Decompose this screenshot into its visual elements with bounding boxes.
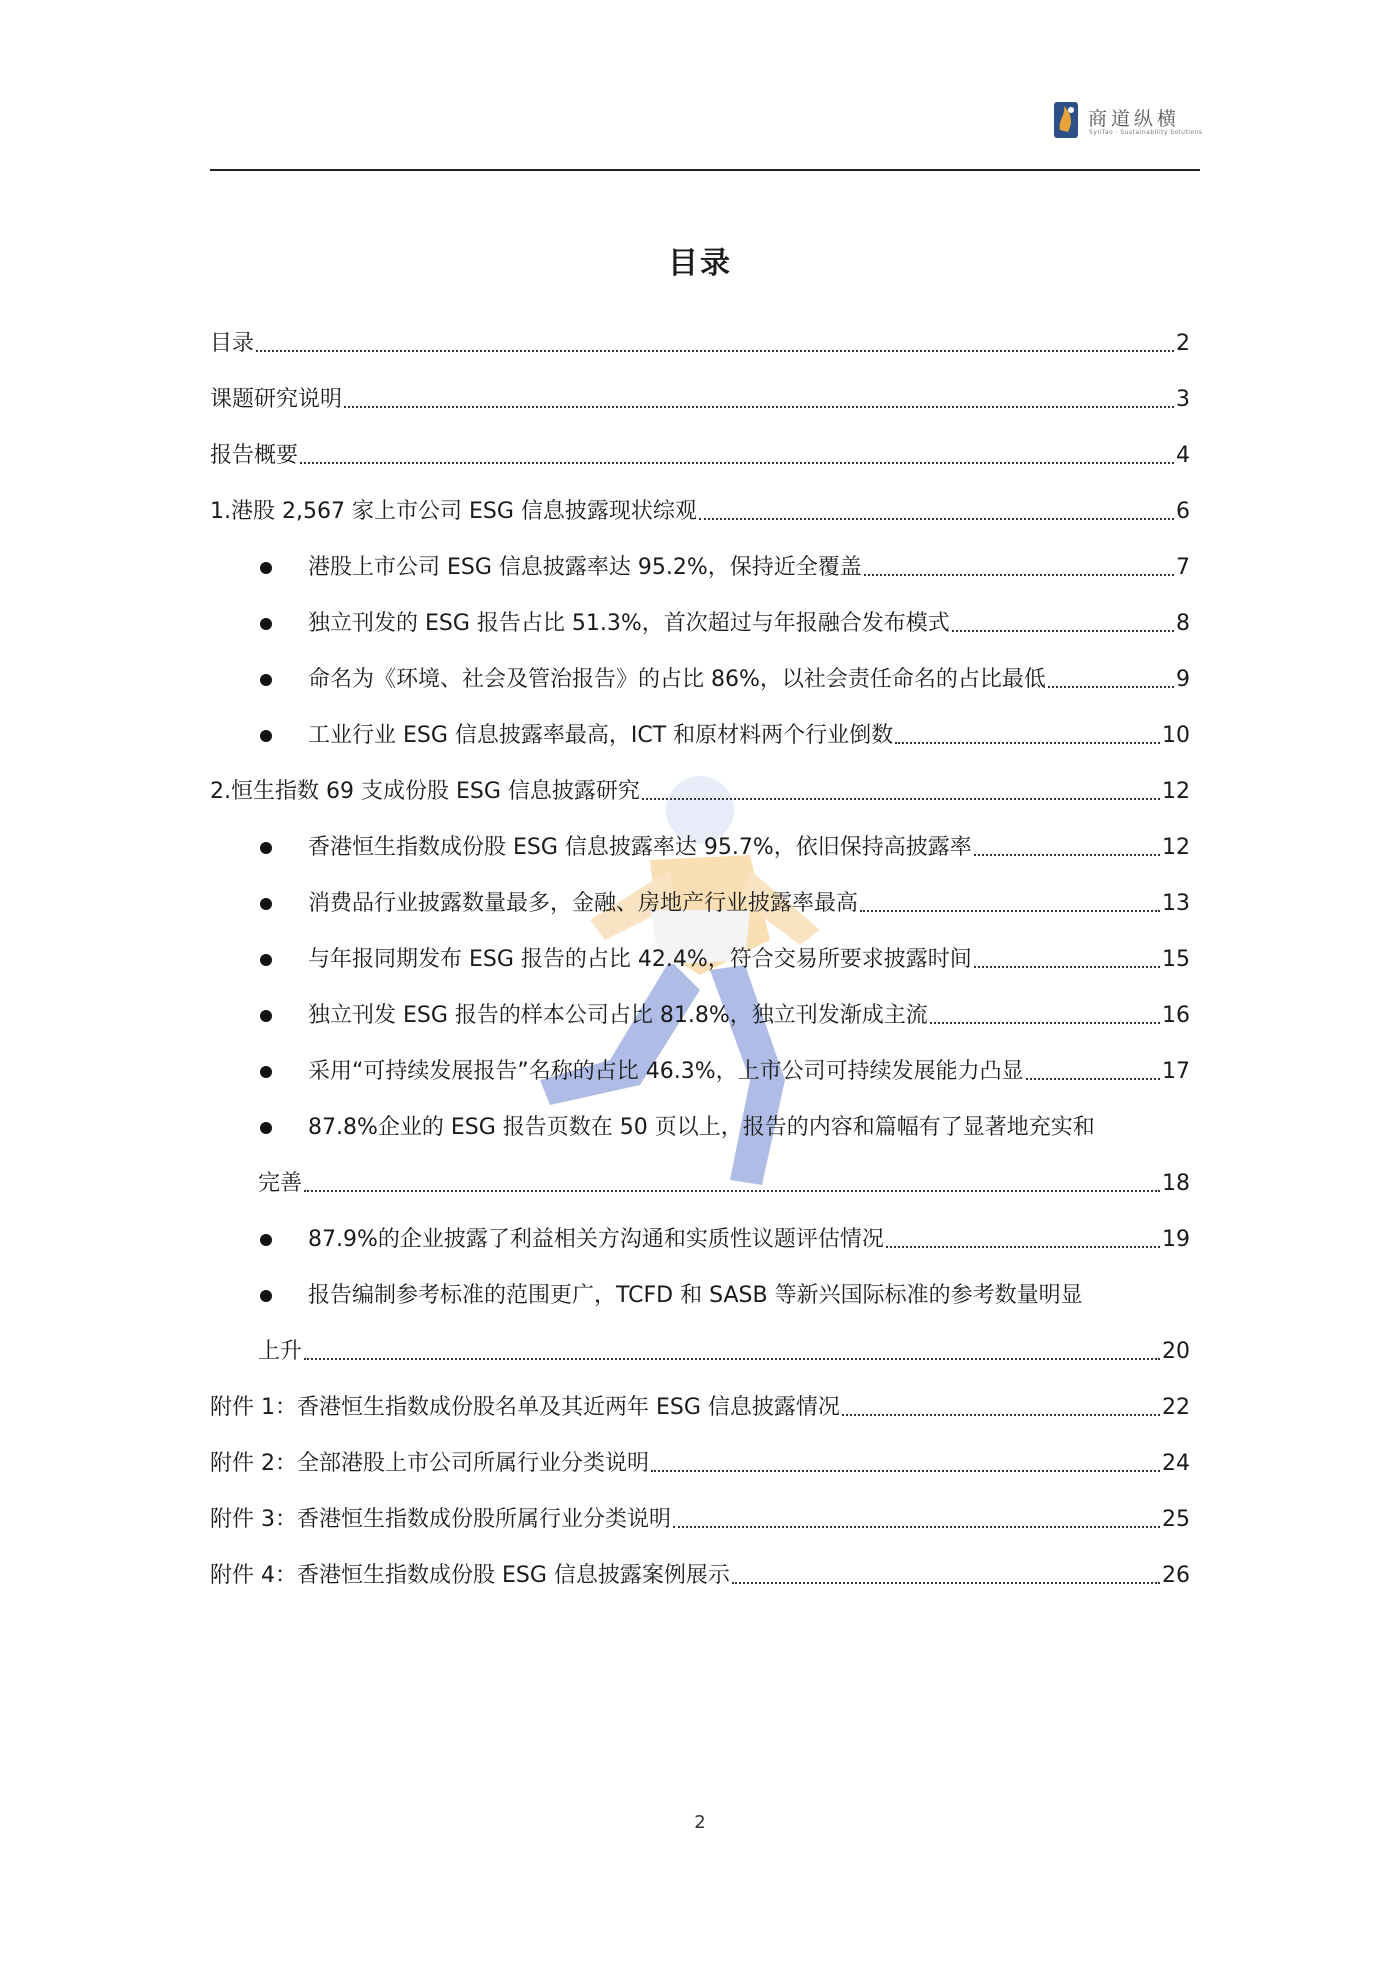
toc-entry-summary[interactable] (210, 435, 1190, 471)
toc-page-number: 20 (1162, 1339, 1190, 1364)
toc-leader-dots (642, 798, 1160, 800)
bullet-icon (258, 1281, 308, 1311)
toc-entry-research-notes[interactable] (210, 379, 1190, 415)
bullet-icon (258, 945, 308, 975)
toc-page-number: 9 (1176, 667, 1190, 692)
toc-entry-2-4[interactable] (258, 995, 1190, 1031)
toc-page-number: 4 (1176, 443, 1190, 468)
toc-leader-dots (842, 1414, 1160, 1416)
toc-entry-2-8-second-line[interactable] (258, 1331, 1190, 1367)
toc-leader-dots (304, 1190, 1160, 1192)
toc-entry-label: 87.9%的企业披露了利益相关方沟通和实质性议题评估情况 (308, 1227, 884, 1252)
toc-entry-label: 独立刊发的 ESG 报告占比 51.3%，首次超过与年报融合发布模式 (308, 611, 950, 636)
toc-entry-label: 1.港股 2,567 家上市公司 ESG 信息披露现状综观 (210, 499, 697, 524)
toc-entry-label: 课题研究说明 (210, 387, 343, 412)
toc-entry-label: 报告编制参考标准的范围更广，TCFD 和 SASB 等新兴国际标准的参考数量明显 (308, 1283, 1083, 1308)
toc-leader-dots (673, 1526, 1160, 1528)
toc-leader-dots (732, 1582, 1160, 1584)
toc-entry-1-4[interactable] (258, 715, 1190, 751)
toc-entry-label: 消费品行业披露数量最多，金融、房地产行业披露率最高 (308, 891, 859, 916)
page-title: 目录 (668, 246, 732, 281)
toc-page-number: 18 (1162, 1171, 1190, 1196)
toc-entry-label: 附件 3：香港恒生指数成份股所属行业分类说明 (210, 1507, 671, 1532)
logo-text: 商道纵横 (1088, 108, 1181, 130)
toc-entry-2-1[interactable] (258, 827, 1190, 863)
toc-page-number: 19 (1162, 1227, 1190, 1252)
bullet-icon (258, 1225, 308, 1255)
toc-page-number: 10 (1162, 723, 1190, 748)
bullet-icon (258, 1057, 308, 1087)
toc-page-number: 8 (1176, 611, 1190, 636)
logo-emblem-icon (1052, 100, 1082, 140)
toc-entry-2-7[interactable] (258, 1219, 1190, 1255)
toc-page-number: 22 (1162, 1395, 1190, 1420)
toc-page-number: 16 (1162, 1003, 1190, 1028)
toc-leader-dots (699, 518, 1174, 520)
toc-page-number: 25 (1162, 1507, 1190, 1532)
toc-leader-dots (974, 966, 1160, 968)
toc-entry-2-2[interactable] (258, 883, 1190, 919)
toc-entry-appendix-4[interactable] (210, 1555, 1190, 1591)
toc-page-number: 7 (1176, 555, 1190, 580)
bullet-icon (258, 833, 308, 863)
toc-page-number: 12 (1162, 835, 1190, 860)
toc-leader-dots (886, 1246, 1160, 1248)
toc-entry-label: 2.恒生指数 69 支成份股 ESG 信息披露研究 (210, 779, 640, 804)
toc-leader-dots (256, 350, 1174, 352)
toc-entry-appendix-3[interactable] (210, 1499, 1190, 1535)
toc-entry-label: 目录 (210, 331, 255, 356)
toc-leader-dots (651, 1470, 1160, 1472)
bullet-icon (258, 609, 308, 639)
toc-entry-section-1[interactable] (210, 491, 1190, 527)
toc-leader-dots (895, 742, 1160, 744)
bullet-icon (258, 889, 308, 919)
toc-leader-dots (952, 630, 1174, 632)
toc-entry-label: 独立刊发 ESG 报告的样本公司占比 81.8%，独立刊发渐成主流 (308, 1003, 928, 1028)
toc-entry-label-continued: 上升 (258, 1339, 303, 1364)
toc-entry-2-5[interactable] (258, 1051, 1190, 1087)
bullet-icon (258, 1001, 308, 1031)
toc-leader-dots (344, 406, 1174, 408)
bullet-icon (258, 665, 308, 695)
toc-entry-label: 87.8%企业的 ESG 报告页数在 50 页以上，报告的内容和篇幅有了显著地充实和 (308, 1115, 1095, 1140)
toc-leader-dots (930, 1022, 1160, 1024)
toc-entry-2-6-second-line[interactable] (258, 1163, 1190, 1199)
toc-entry-2-8-first-line[interactable] (258, 1281, 1190, 1311)
toc-entry-label: 附件 2：全部港股上市公司所属行业分类说明 (210, 1451, 649, 1476)
toc-leader-dots (300, 462, 1174, 464)
toc-entry-section-2[interactable] (210, 771, 1190, 807)
footer-page-number: 2 (694, 1812, 706, 1833)
toc-entry-label: 命名为《环境、社会及管治报告》的占比 86%，以社会责任命名的占比最低 (308, 667, 1046, 692)
toc-entry-appendix-1[interactable] (210, 1387, 1190, 1423)
toc-entry-contents[interactable] (210, 323, 1190, 359)
toc-page-number: 6 (1176, 499, 1190, 524)
toc-entry-1-1[interactable] (258, 547, 1190, 583)
toc-entry-label-continued: 完善 (258, 1171, 303, 1196)
logo-subtext: SynTao · Sustainability Solutions (1089, 129, 1203, 136)
toc-entry-appendix-2[interactable] (210, 1443, 1190, 1479)
toc-leader-dots (974, 854, 1160, 856)
toc-entry-label: 采用“可持续发展报告”名称的占比 46.3%，上市公司可持续发展能力凸显 (308, 1059, 1024, 1084)
toc-leader-dots (1026, 1078, 1160, 1080)
toc-entry-label: 与年报同期发布 ESG 报告的占比 42.4%，符合交易所要求披露时间 (308, 947, 972, 972)
toc-page-number: 26 (1162, 1563, 1190, 1588)
toc-page-number: 2 (1176, 331, 1190, 356)
toc-leader-dots (860, 910, 1160, 912)
toc-entry-label: 附件 4：香港恒生指数成份股 ESG 信息披露案例展示 (210, 1563, 730, 1588)
toc-page-number: 15 (1162, 947, 1190, 972)
toc-entry-label: 工业行业 ESG 信息披露率最高，ICT 和原材料两个行业倒数 (308, 723, 894, 748)
company-logo (1052, 96, 1202, 144)
toc-page-number: 24 (1162, 1451, 1190, 1476)
toc-leader-dots (1048, 686, 1174, 688)
toc-entry-label: 港股上市公司 ESG 信息披露率达 95.2%，保持近全覆盖 (308, 555, 862, 580)
toc-page-number: 13 (1162, 891, 1190, 916)
toc-page-number: 3 (1176, 387, 1190, 412)
toc-entry-label: 附件 1：香港恒生指数成份股名单及其近两年 ESG 信息披露情况 (210, 1395, 840, 1420)
toc-leader-dots (864, 574, 1174, 576)
toc-entry-label: 报告概要 (210, 443, 299, 468)
toc-entry-2-3[interactable] (258, 939, 1190, 975)
toc-page-number: 12 (1162, 779, 1190, 804)
toc-entry-1-3[interactable] (258, 659, 1190, 695)
bullet-icon (258, 721, 308, 751)
header-divider (210, 169, 1200, 171)
toc-leader-dots (304, 1358, 1160, 1360)
toc-entry-label: 香港恒生指数成份股 ESG 信息披露率达 95.7%，依旧保持高披露率 (308, 835, 972, 860)
bullet-icon (258, 553, 308, 583)
toc-entry-1-2[interactable] (258, 603, 1190, 639)
toc-entry-2-6-first-line[interactable] (258, 1113, 1190, 1143)
bullet-icon (258, 1113, 308, 1143)
toc-page-number: 17 (1162, 1059, 1190, 1084)
